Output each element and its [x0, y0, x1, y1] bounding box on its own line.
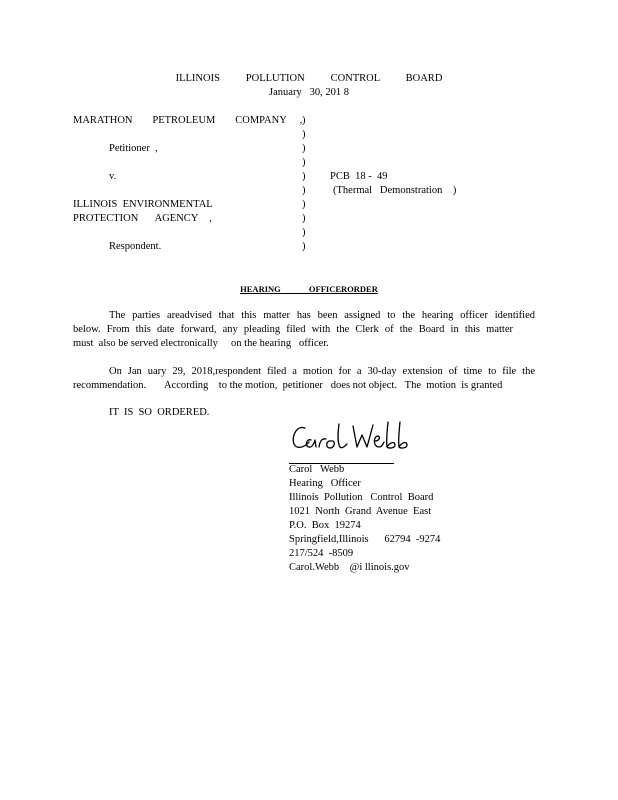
petitioner-name: MARATHON PETROLEUM COMPANY ,: [73, 115, 303, 126]
petitioner-role: Petitioner ,: [109, 143, 158, 154]
caption-paren: ): [302, 185, 306, 196]
caption-paren: ): [302, 241, 306, 252]
respondent-name-line-1: ILLINOIS ENVIRONMENTAL: [73, 199, 213, 210]
signer-organization: Illinois Pollution Control Board: [289, 492, 434, 503]
signer-street-address: 1021 North Grand Avenue East: [289, 506, 432, 517]
caption-paren: ): [302, 213, 306, 224]
signer-email: Carol.Webb @i llinois.gov: [289, 562, 410, 573]
handwritten-signature: [289, 416, 414, 456]
caption-paren: ): [302, 129, 306, 140]
paragraph-1-line-1: The parties areadvised that this matter has been assigned to the hearing officer identified: [109, 310, 535, 321]
respondent-role: Respondent.: [109, 241, 162, 252]
signer-title: Hearing Officer: [289, 478, 361, 489]
order-title: HEARING OFFICERORDER: [240, 284, 378, 294]
paragraph-2-line-1: On Jan uary 29, 2018,respondent filed a motion for a 30-day extension of time to file the: [109, 366, 535, 377]
caption-paren: ): [302, 171, 306, 182]
board-name-heading: ILLINOIS POLLUTION CONTROL BOARD: [175, 73, 443, 84]
signer-po-box: P.O. Box 19274: [289, 520, 361, 531]
paragraph-1-line-3: must also be served electronically on the hearing officer.: [73, 338, 329, 349]
signer-city-zip: Springfield,Illinois 62794 -9274: [289, 534, 441, 545]
caption-paren: ): [302, 199, 306, 210]
caption-paren: ): [302, 157, 306, 168]
respondent-name-line-2: PROTECTION AGENCY ,: [73, 213, 212, 224]
versus-label: v.: [109, 171, 117, 182]
caption-paren: ): [302, 115, 306, 126]
so-ordered-statement: IT IS SO ORDERED.: [109, 407, 210, 418]
paragraph-2-line-2: recommendation. According to the motion, petitioner does not object. The motion is granted: [73, 380, 503, 391]
signer-phone: 217/524 -8509: [289, 548, 354, 559]
case-type: (Thermal Demonstration ): [333, 185, 457, 196]
signer-name: Carol Webb: [289, 464, 345, 475]
caption-paren: ): [302, 227, 306, 238]
caption-paren-column: [302, 114, 306, 254]
signature-image: [289, 416, 414, 456]
paragraph-1-line-2: below. From this date forward, any pleading filed with the Clerk of the Board in this matter: [73, 324, 513, 335]
caption-paren: ): [302, 143, 306, 154]
order-date: January 30, 201 8: [269, 87, 349, 98]
case-number: PCB 18 - 49: [330, 171, 388, 182]
